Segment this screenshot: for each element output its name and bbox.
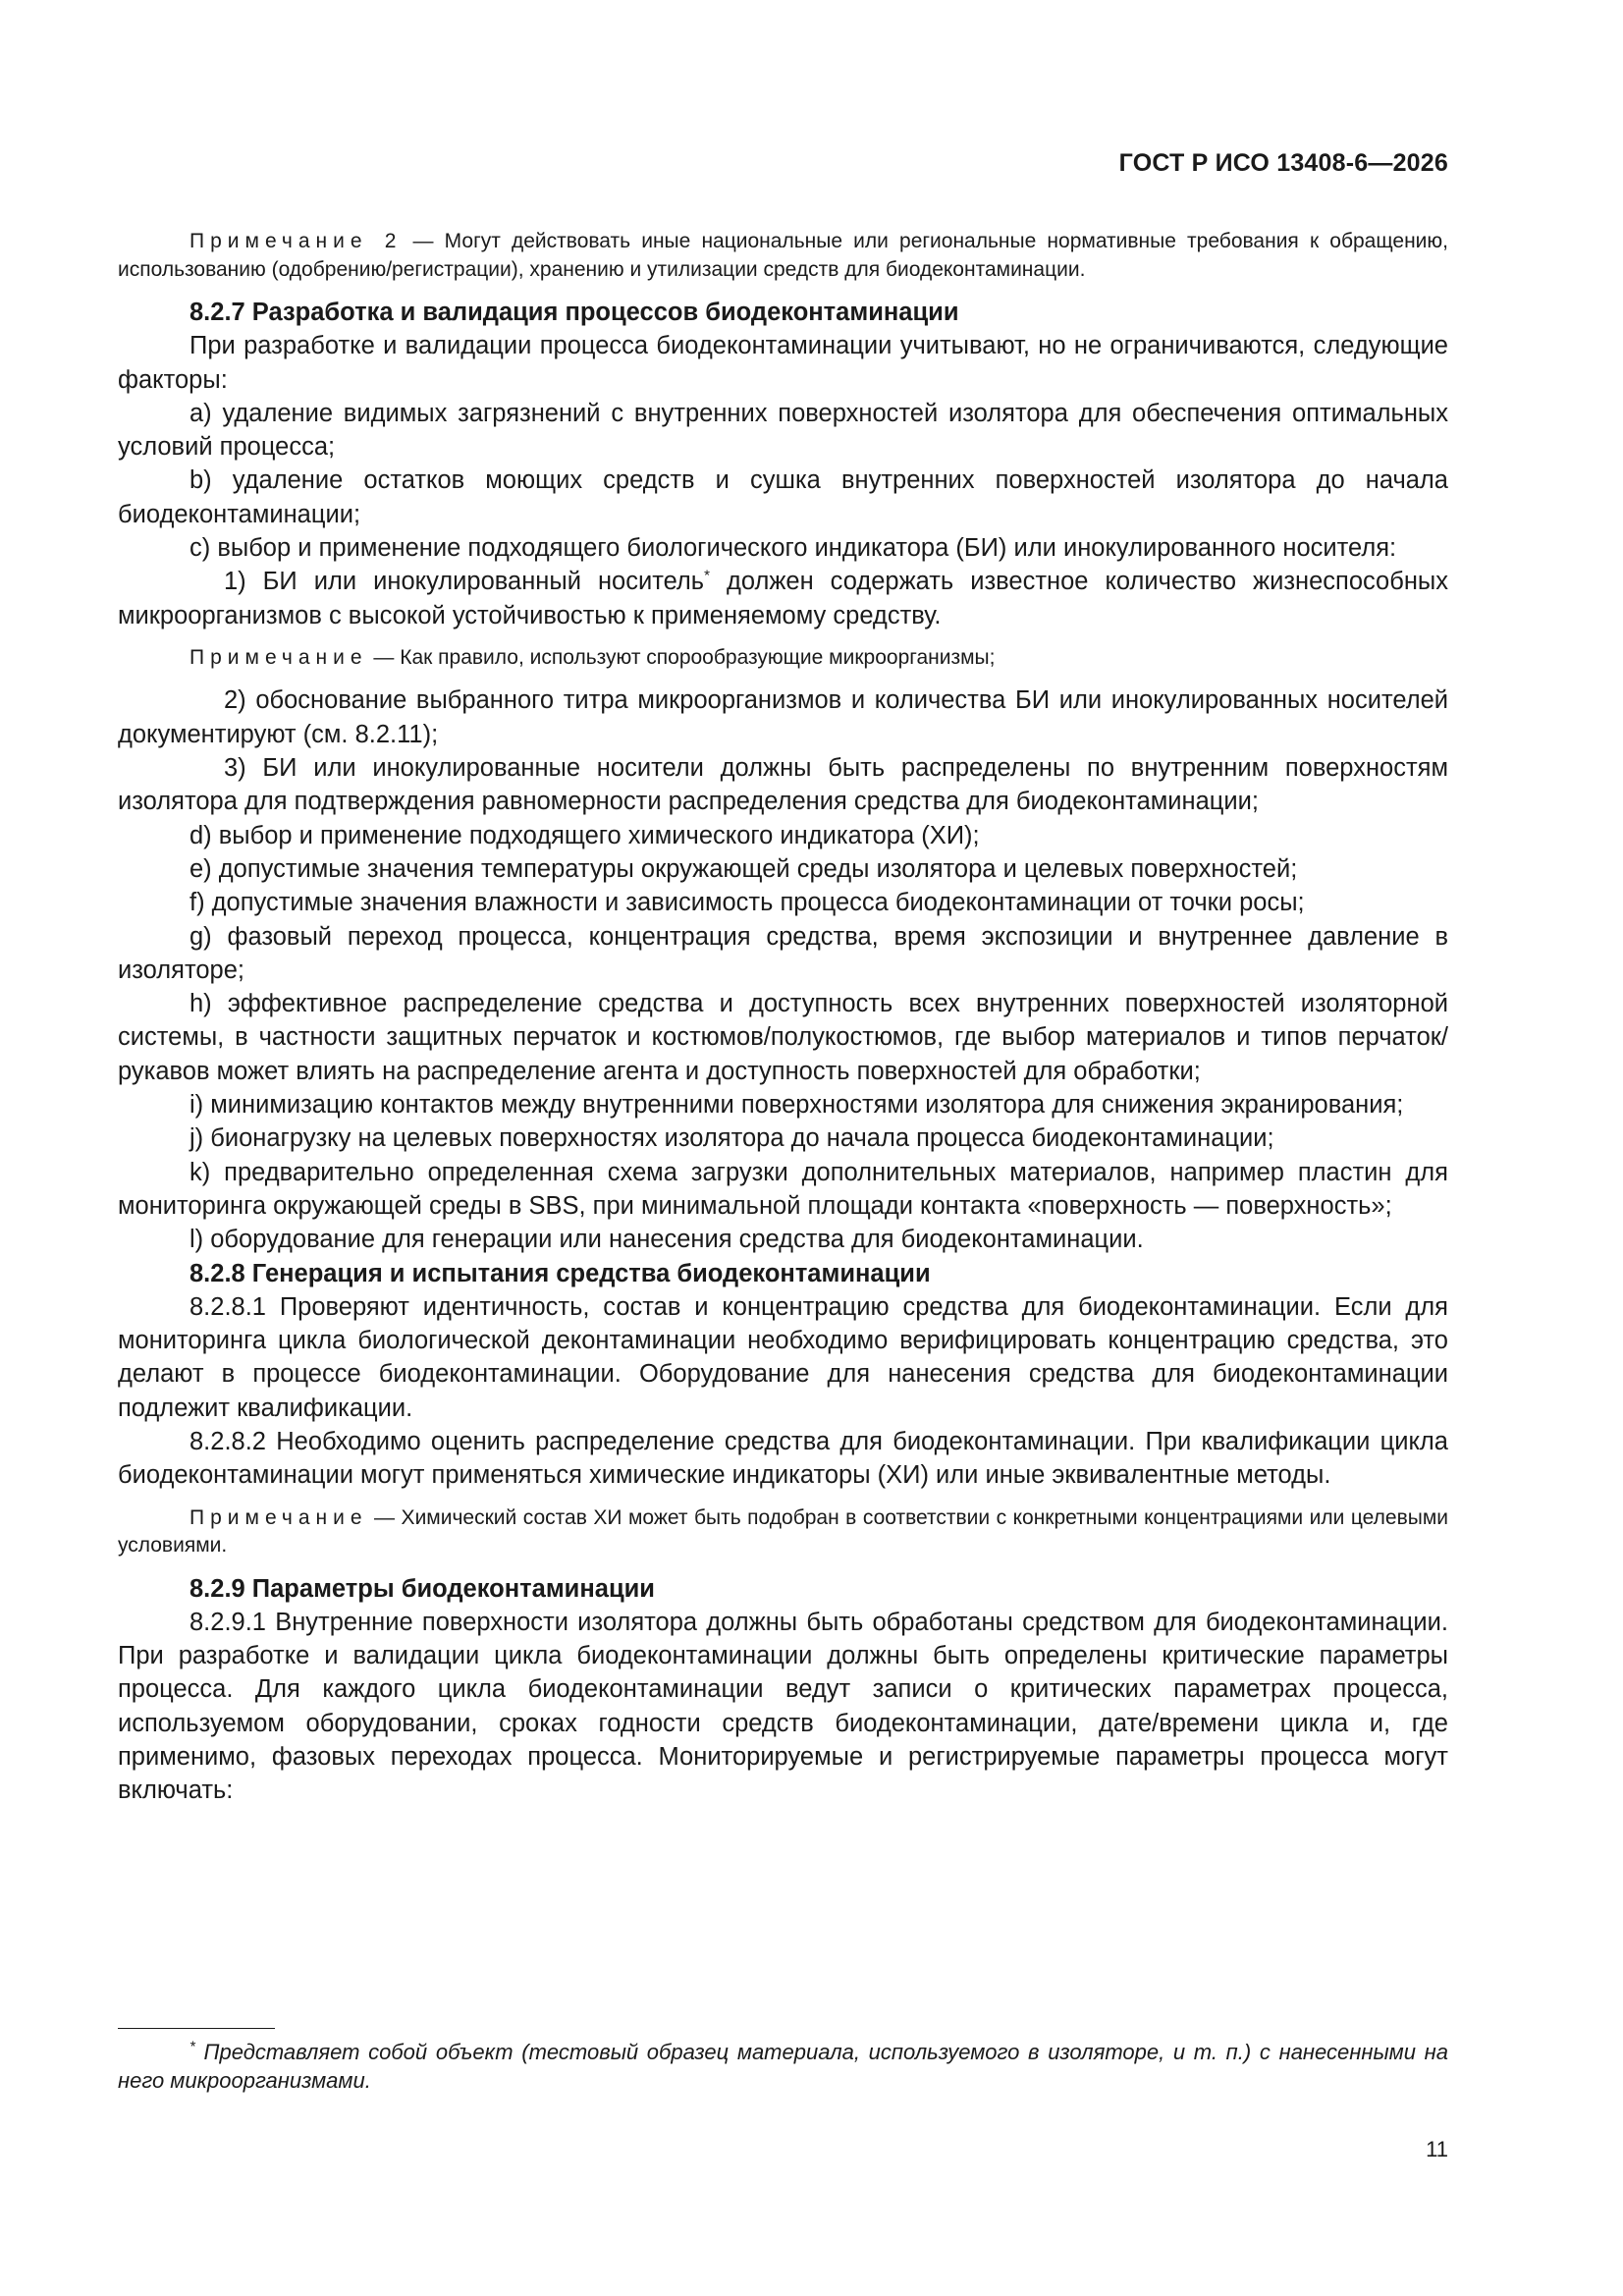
list-item-a: a) удаление видимых загрязнений с внутренних поверхностей изолятора для обеспечения оптимальных условий процесса; bbox=[118, 399, 1448, 462]
list-item-g: g) фазовый переход процесса, концентрация средства, время экспозиции и внутреннее давление в изоляторе; bbox=[118, 922, 1448, 984]
note bbox=[118, 644, 1448, 673]
list-item-e: e) допустимые значения температуры окружающей среды изолятора и целевых поверхностей; bbox=[189, 854, 1298, 883]
list-item-c1-text: 1) БИ или инокулированный носитель bbox=[224, 568, 705, 596]
list-item-j: j) бионагрузку на целевых поверхностях изолятора до начала процесса биодеконтаминации; bbox=[189, 1124, 1274, 1153]
note bbox=[118, 1504, 1448, 1560]
note-label: Примечание 2 bbox=[189, 230, 403, 252]
note-2 bbox=[118, 228, 1448, 284]
list-item-c2: 2) обоснование выбранного титра микроорганизмов и количества БИ или инокулированных носителей документируют (см. 8.2.11); bbox=[118, 686, 1448, 748]
footnote bbox=[118, 2038, 1448, 2095]
list-item-c: c) выбор и применение подходящего биологического индикатора (БИ) или инокулированного носителя: bbox=[189, 534, 1397, 563]
paragraph-8-2-8-2: 8.2.8.2 Необходимо оценить распределение средства для биодеконтаминации. При квалификации цикла биодеконтаминации могут применяться химические индикаторы (ХИ) или иные эквивалентные методы. bbox=[118, 1428, 1448, 1490]
section-heading-8-2-8: 8.2.8 Генерация и испытания средства биодеконтаминации bbox=[189, 1259, 931, 1287]
list-item-l: l) оборудование для генерации или нанесения средства для биодеконтаминации. bbox=[189, 1226, 1144, 1254]
section-heading-8-2-7: 8.2.7 Разработка и валидация процессов биодеконтаминации bbox=[189, 299, 959, 326]
note-text: — Химический состав ХИ может быть подобран в соответствии с конкретными концентрациями или целевыми условиями. bbox=[118, 1505, 1448, 1558]
note-text: — Как правило, используют спорообразующие микроорганизмы; bbox=[367, 645, 996, 669]
footnote-mark: * bbox=[189, 2038, 195, 2055]
section-heading-8-2-9: 8.2.9 Параметры биодеконтаминации bbox=[189, 1574, 655, 1603]
paragraph-8-2-8-1: 8.2.8.1 Проверяют идентичность, состав и концентрацию средства для биодеконтаминации. Если для мониторинга цикла биологической деконтаминации необходимо верифицировать концентрацию средства, это делают в процессе биодеконтаминации. Оборудование для нанесения средства для биодеконтаминации подлежит квалификации. bbox=[118, 1292, 1448, 1422]
page-number: 11 bbox=[1426, 2137, 1448, 2161]
list-item-f: f) допустимые значения влажности и зависимость процесса биодеконтаминации от точки росы; bbox=[189, 889, 1305, 917]
footnote-ref: * bbox=[704, 567, 710, 584]
document-body bbox=[118, 228, 1448, 1808]
list-item-c3: 3) БИ или инокулированные носители должны быть распределены по внутренним поверхностям изолятора для подтверждения равномерности распределения средства для биодеконтаминации; bbox=[118, 754, 1448, 816]
document-header: ГОСТ Р ИСО 13408-6—2026 bbox=[1118, 149, 1448, 177]
list-item-d: d) выбор и применение подходящего химического индикатора (ХИ); bbox=[189, 821, 980, 849]
list-item-c1 bbox=[118, 565, 1448, 632]
list-item-c1-text-cont: должен содержать известное количество жизнеспособных микроорганизмов с высокой устойчивостью к применяемому средству. bbox=[118, 568, 1449, 629]
list-item-k: k) предварительно определенная схема загрузки дополнительных материалов, например пластин для мониторинга окружающей среды в SBS, при минимальной площади контакта «поверхность — поверхность»; bbox=[118, 1158, 1448, 1220]
paragraph-8-2-9-1: 8.2.9.1 Внутренние поверхности изолятора должны быть обработаны средством для биодеконтаминации. При разработке и валидации цикла биодеконтаминации должны быть определены критические параметры процесса. Для каждого цикла биодеконтаминации ведут записи о критических параметрах процесса, используемом оборудовании, сроках годности средств биодеконтаминации, дате/времени цикла и, где применимо, фазовых переходах процесса. Мониторируемые и регистрируемые параметры процесса могут включать: bbox=[118, 1608, 1448, 1805]
footnote-text: Представляет собой объект (тестовый образец материала, используемого в изоляторе, и т. п.) с нанесенными на него микроорганизмами. bbox=[118, 2040, 1448, 2093]
paragraph: При разработке и валидации процесса биодеконтаминации учитывают, но не ограничиваются, следующие факторы: bbox=[118, 332, 1448, 394]
note-label: Примечание bbox=[189, 1505, 368, 1529]
note-label: Примечание bbox=[189, 645, 368, 669]
list-item-i: i) минимизацию контактов между внутренними поверхностями изолятора для снижения экранирования; bbox=[189, 1091, 1404, 1120]
footnote-separator bbox=[118, 2028, 275, 2029]
list-item-b: b) удаление остатков моющих средств и сушка внутренних поверхностей изолятора до начала биодеконтаминации; bbox=[118, 466, 1448, 528]
note-text: — Могут действовать иные национальные или региональные нормативные требования к обращению, использованию (одобрению/регистрации), хранению и утилизации средств для биодеконтаминации. bbox=[118, 230, 1448, 281]
list-item-h: h) эффективное распределение средства и доступность всех внутренних поверхностей изоляторной системы, в частности защитных перчаток и костюмов/полукостюмов, где выбор материалов и типов перчаток/рукавов может влиять на распределение агента и доступность поверхностей для обработки; bbox=[118, 990, 1448, 1085]
